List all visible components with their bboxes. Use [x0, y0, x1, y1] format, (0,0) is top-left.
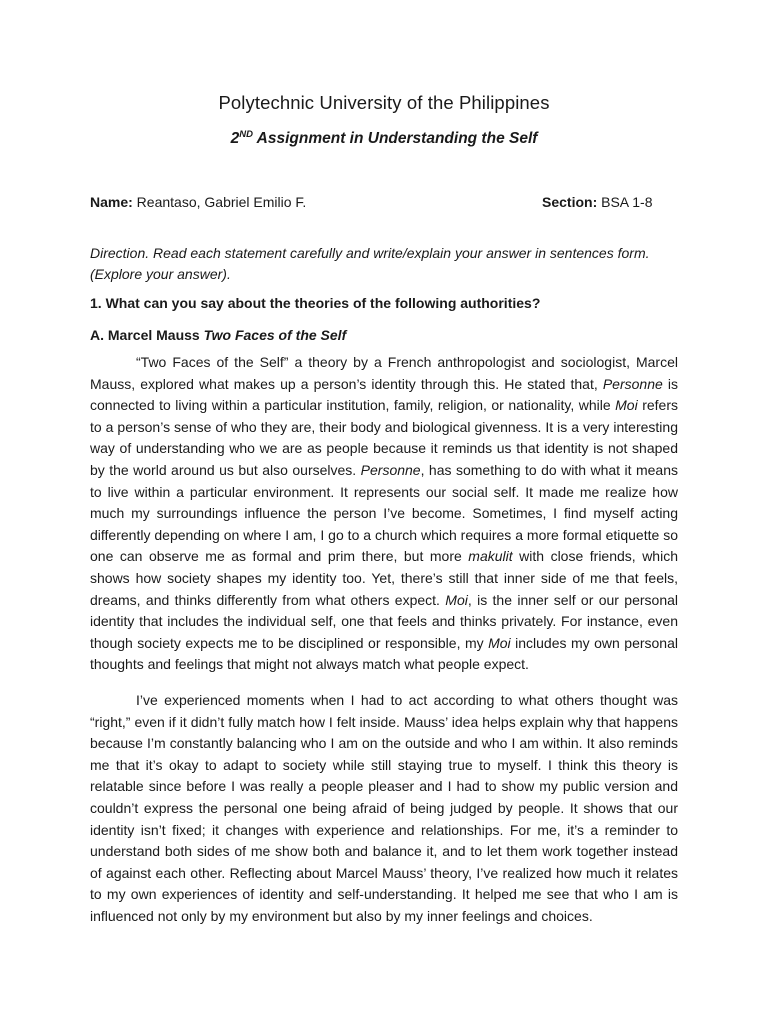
- text-run: is connected to living within a particular institution, family, religion, or nationality, while: [90, 375, 678, 414]
- subheading-italic: Two Faces of the Self: [203, 327, 347, 343]
- name-value: Reantaso, Gabriel Emilio F.: [132, 194, 307, 210]
- name-label: Name:: [90, 194, 133, 210]
- text-run: , is the inner self or our personal identity that includes the individual self, one that feels and thinks privately. For instance, even though society expects me to be disciplined or responsible, my: [90, 591, 679, 651]
- italic-term: Moi: [488, 634, 511, 651]
- assignment-title: [0, 130, 768, 148]
- italic-term: Personne: [360, 461, 421, 478]
- section-info: [542, 194, 653, 210]
- text-run: includes my own personal thoughts and feelings that might not always match what people expect.: [90, 634, 678, 673]
- student-info: [90, 194, 653, 210]
- text-run: “Two Faces of the Self” a theory by a French anthropologist and sociologist, Marcel Mauss, explored what makes up a person’s identity through this. He stated that,: [90, 354, 678, 392]
- section-label: Section:: [542, 194, 598, 210]
- text-run: , has something to do with what it means to live within a particular environment. It represents our social self. It made me realize how much my surroundings influence the person I’ve become. Sometimes, I find myself acting differently depending on where I am, I go to a church which requires a more formal etiquette so one can observe me as formal and prim there, but more: [90, 461, 678, 565]
- italic-term: Personne: [602, 375, 663, 392]
- italic-term: Moi: [445, 591, 468, 608]
- subheading: [90, 327, 678, 343]
- text-run: refers to a person’s sense of who they are, their body and biological givenness. It is a very interesting way of understanding who we are as people because it reminds us that identity is not shaped by the world around us but also ourselves.: [90, 397, 678, 478]
- text-run: with close friends, which shows how society shapes my identity too. Yet, there’s still that inner side of me that feels, dreams, and thinks differently from what others expect.: [90, 548, 678, 608]
- italic-term: Moi: [615, 397, 638, 414]
- assignment-number: 2: [230, 130, 240, 147]
- question-heading: 1. What can you say about the theories of the following authorities?: [90, 295, 541, 311]
- italic-term: makulit: [468, 548, 513, 565]
- paragraph-1: [90, 352, 678, 676]
- paragraph-1-container: [90, 352, 678, 676]
- subheading-prefix: A. Marcel Mauss: [90, 327, 204, 343]
- direction-text: Direction. Read each statement carefully and write/explain your answer in sentences form. (Explore your answer).: [90, 245, 650, 282]
- assignment-title-rest: Assignment in Understanding the Self: [252, 130, 538, 147]
- paragraph-2-container: [90, 690, 678, 928]
- section-value: BSA 1-8: [597, 194, 653, 210]
- text-run: I’ve experienced moments when I had to act according to what others thought was “right,” even if it didn’t fully match how I felt inside. Mauss’ idea helps explain why that happens because I’m constantly balancing who I am on the outside and who I am within. It also reminds me that it’s okay to adapt to society while still staying true to myself. I think this theory is relatable since before I was really a people pleaser and I had to show my public version and couldn’t express the personal one being afraid of being judged by people. It shows that our identity isn’t fixed; it changes with experience and relationships. For me, it’s a reminder to understand both sides of me show both and balance it, and to let them work together instead of against each other. Reflecting about Marcel Mauss’ theory, I’ve realized how much it relates to my own experiences of identity and self-understanding. It helped me see that who I am is influenced not only by my environment but also by my inner feelings and choices.: [90, 692, 678, 924]
- paragraph-2: [90, 690, 678, 928]
- university-title: Polytechnic University of the Philippines: [218, 92, 550, 113]
- assignment-ordinal: ND: [239, 128, 253, 140]
